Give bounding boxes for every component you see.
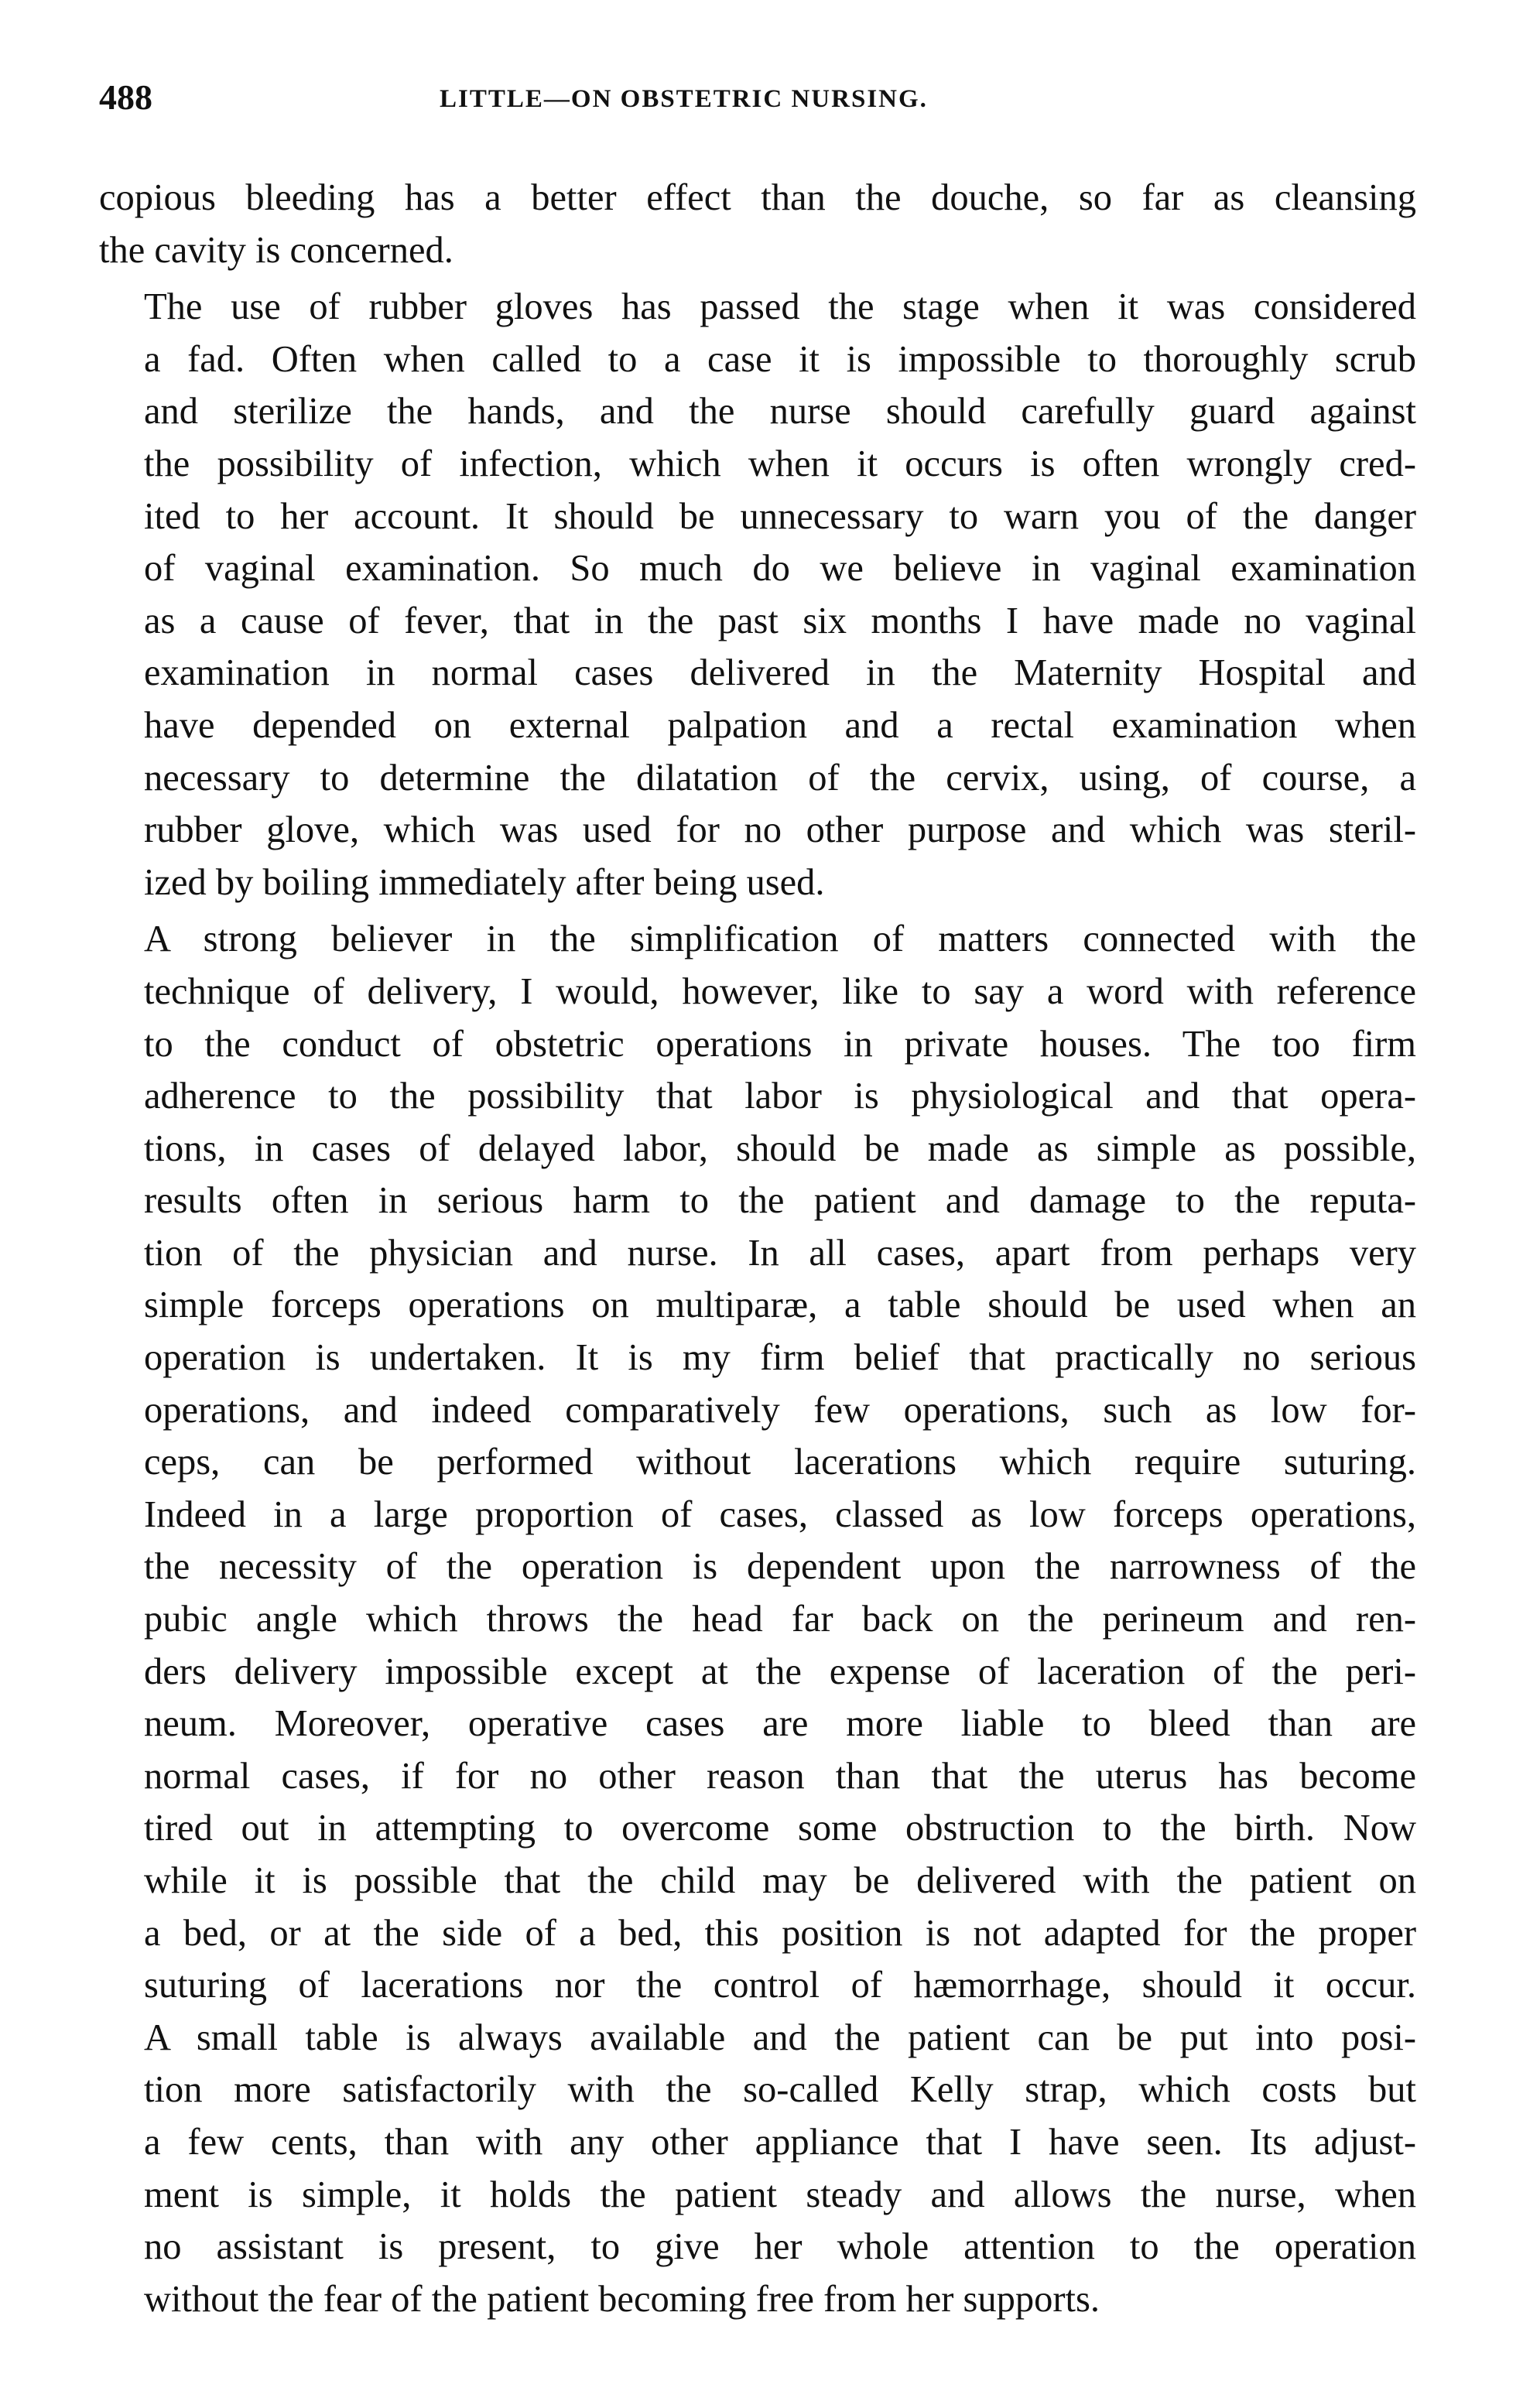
text-line: without the fear of the patient becoming free from her supports. <box>144 2278 1100 2320</box>
text-line: simple forceps operations on multiparæ, a table should be used when an <box>144 1284 1416 1326</box>
text-line: no assistant is present, to give her whole attention to the operation <box>144 2226 1416 2268</box>
text-line: A strong believer in the simplification of matters connected with the <box>144 918 1416 960</box>
text-line: ders delivery impossible except at the expense of laceration of the peri- <box>144 1650 1416 1692</box>
text-line: while it is possible that the child may be delivered with the patient on <box>144 1860 1416 1901</box>
text-line: copious bleeding has a better effect than the douche, so far as cleansing <box>99 177 1416 218</box>
text-line: ited to her account. It should be unnecessary to warn you of the danger <box>144 495 1416 537</box>
text-line: operations, and indeed comparatively few operations, such as low for- <box>144 1389 1416 1431</box>
text-line: ment is simple, it holds the patient steady and allows the nurse, when <box>144 2174 1416 2215</box>
text-line: the necessity of the operation is dependent upon the narrowness of the <box>144 1546 1416 1588</box>
text-line: neum. Moreover, operative cases are more liable to bleed than are <box>144 1703 1416 1745</box>
text-line: tion more satisfactorily with the so-called Kelly strap, which costs but <box>144 2069 1416 2111</box>
text-line: A small table is always available and the patient can be put into posi- <box>144 2016 1416 2058</box>
text-line: suturing of lacerations nor the control of hæmorrhage, should it occur. <box>144 1965 1416 2006</box>
text-line: Indeed in a large proportion of cases, classed as low forceps operations, <box>144 1493 1416 1535</box>
text-line: ceps, can be performed without lacerations which require suturing. <box>144 1442 1416 1483</box>
text-line: ized by boiling immediately after being used. <box>144 861 825 903</box>
text-line: the possibility of infection, which when it occurs is often wrongly cred- <box>144 443 1416 484</box>
text-line: The use of rubber gloves has passed the stage when it was considered <box>144 286 1416 328</box>
text-line: of vaginal examination. So much do we believe in vaginal examination <box>144 548 1416 590</box>
paragraph <box>99 281 1416 908</box>
text-line: the cavity is concerned. <box>99 229 453 271</box>
text-line: to the conduct of obstetric operations in private houses. The too firm <box>144 1023 1416 1065</box>
text-line: tired out in attempting to overcome some obstruction to the birth. Now <box>144 1808 1416 1849</box>
text-line: operation is undertaken. It is my firm belief that practically no serious <box>144 1337 1416 1379</box>
text-line: normal cases, if for no other reason than that the uterus has become <box>144 1755 1416 1797</box>
text-line: pubic angle which throws the head far back on the perineum and ren- <box>144 1599 1416 1640</box>
text-line: have depended on external palpation and a rectal examination when <box>144 704 1416 746</box>
text-line: a bed, or at the side of a bed, this position is not adapted for the proper <box>144 1912 1416 1954</box>
text-line: rubber glove, which was used for no other purpose and which was steril- <box>144 809 1416 851</box>
paragraph <box>99 172 1416 276</box>
text-line: and sterilize the hands, and the nurse should carefully guard against <box>144 391 1416 433</box>
text-line: tion of the physician and nurse. In all cases, apart from perhaps very <box>144 1232 1416 1274</box>
body-text <box>99 172 1416 2330</box>
running-head: LITTLE—ON OBSTETRIC NURSING. <box>440 85 928 113</box>
page-number: 488 <box>99 77 152 117</box>
text-line: examination in normal cases delivered in the Maternity Hospital and <box>144 652 1416 694</box>
text-line: results often in serious harm to the patient and damage to the reputa- <box>144 1180 1416 1222</box>
text-line: a fad. Often when called to a case it is impossible to thoroughly scrub <box>144 338 1416 380</box>
text-line: technique of delivery, I would, however, like to say a word with reference <box>144 970 1416 1012</box>
text-line: a few cents, than with any other appliance that I have seen. Its adjust- <box>144 2121 1416 2163</box>
text-line: necessary to determine the dilatation of the cervix, using, of course, a <box>144 757 1416 799</box>
text-line: as a cause of fever, that in the past six months I have made no vaginal <box>144 600 1416 641</box>
text-line: adherence to the possibility that labor is physiological and that opera- <box>144 1076 1416 1117</box>
page-header <box>99 74 1438 121</box>
paragraph <box>99 913 1416 2325</box>
text-line: tions, in cases of delayed labor, should be made as simple as possible, <box>144 1127 1416 1169</box>
